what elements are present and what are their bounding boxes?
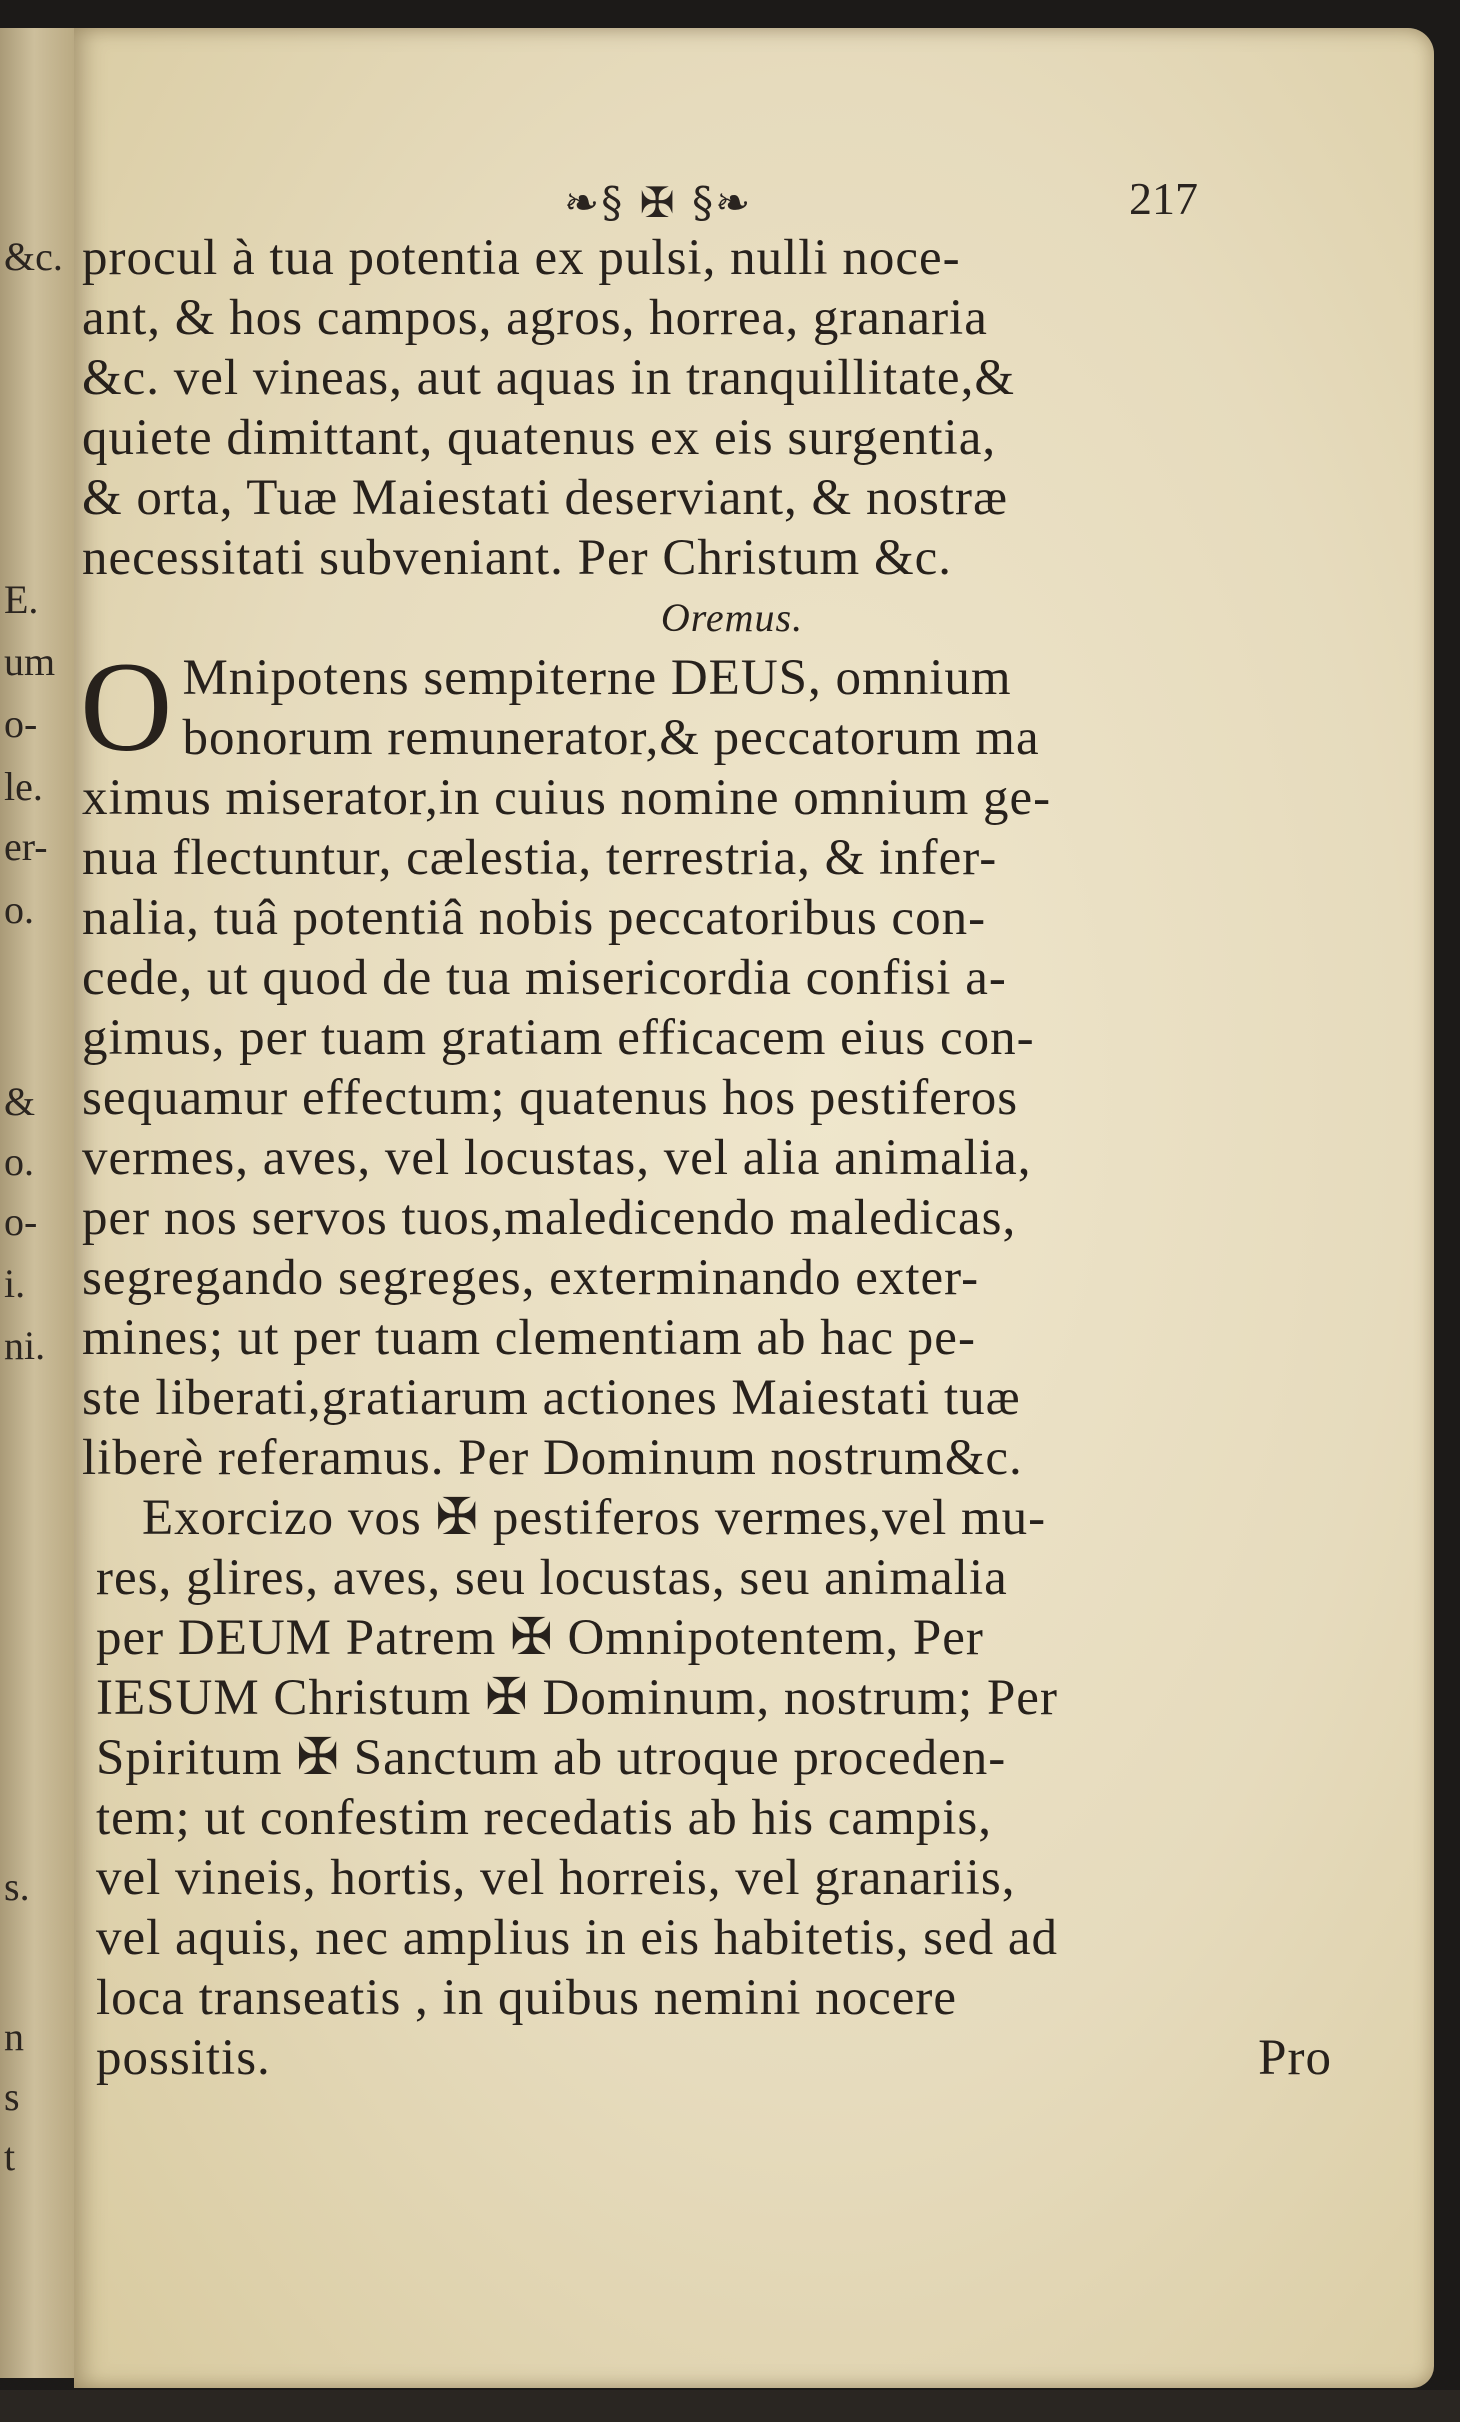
catchword: Pro bbox=[1258, 2030, 1332, 2086]
text-line: segregando segreges, exterminando exter- bbox=[82, 1250, 980, 1306]
text-line: possitis. bbox=[96, 2030, 271, 2086]
page-number: 217 bbox=[1129, 173, 1198, 224]
text-line: res, glires, aves, seu locustas, seu animalia bbox=[96, 1550, 1008, 1606]
margin-fragment: ni. bbox=[4, 1323, 46, 1368]
text-line: loca transeatis , in quibus nemini nocere bbox=[96, 1970, 958, 2026]
text-line: procul à tua potentia ex pulsi, nulli noce- bbox=[82, 230, 961, 286]
dropcap-paragraph-start bbox=[80, 636, 1342, 778]
margin-fragment: o- bbox=[4, 1199, 38, 1244]
text-line: bonorum remunerator,& peccatorum ma bbox=[182, 710, 1040, 766]
text-line: & orta, Tuæ Maiestati deserviant, & nostræ bbox=[82, 470, 1008, 526]
text-line: tem; ut confestim recedatis ab his campis, bbox=[96, 1790, 993, 1846]
margin-fragment: er- bbox=[4, 824, 48, 869]
text-line: IESUM Christum ✠ Dominum, nostrum; Per bbox=[96, 1670, 1058, 1726]
text-line: per nos servos tuos,maledicendo maledicas, bbox=[82, 1190, 1017, 1246]
text-line: necessitati subveniant. Per Christum &c. bbox=[82, 530, 953, 586]
page-text bbox=[82, 228, 1342, 2088]
margin-fragment: n bbox=[4, 2014, 24, 2059]
margin-fragment: E. bbox=[4, 577, 39, 622]
text-line: ant, & hos campos, agros, horrea, granaria bbox=[82, 290, 988, 346]
text-line: Mnipotens sempiterne DEUS, omnium bbox=[182, 650, 1012, 706]
text-line: per DEUM Patrem ✠ Omnipotentem, Per bbox=[96, 1610, 984, 1666]
text-line: Exorcizo vos ✠ pestiferos vermes,vel mu- bbox=[142, 1490, 1047, 1546]
drop-cap: O bbox=[80, 636, 173, 778]
text-line: vermes, aves, vel locustas, vel alia animalia, bbox=[82, 1130, 1032, 1186]
scan-background-edge bbox=[0, 2390, 1460, 2422]
book-page bbox=[74, 28, 1434, 2388]
margin-fragment: le. bbox=[4, 764, 43, 809]
text-line: ste liberati,gratiarum actiones Maiestati tuæ bbox=[82, 1370, 1021, 1426]
text-line: mines; ut per tuam clementiam ab hac pe- bbox=[82, 1310, 976, 1366]
text-line: sequamur effectum; quatenus hos pestiferos bbox=[82, 1070, 1019, 1126]
prayer-heading: Oremus. bbox=[660, 595, 804, 640]
text-line: nua flectuntur, cælestia, terrestria, & infer- bbox=[82, 830, 998, 886]
text-line: vel aquis, nec amplius in eis habitetis, sed ad bbox=[96, 1910, 1058, 1966]
text-line: ximus miserator,in cuius nomine omnium ge- bbox=[82, 770, 1052, 826]
text-line: nalia, tuâ potentiâ nobis peccatoribus con- bbox=[82, 890, 987, 946]
margin-fragment: o. bbox=[4, 1139, 34, 1184]
text-line: quiete dimittant, quatenus ex eis surgentia, bbox=[82, 410, 997, 466]
margin-fragment: s. bbox=[4, 1864, 30, 1909]
margin-fragment: i. bbox=[4, 1261, 26, 1306]
margin-fragment: &c. bbox=[4, 234, 63, 279]
margin-fragment: um bbox=[4, 639, 56, 684]
margin-fragment: s bbox=[4, 2074, 20, 2119]
text-line: &c. vel vineas, aut aquas in tranquillitate,& bbox=[82, 350, 1015, 406]
margin-fragment: t bbox=[4, 2134, 16, 2179]
text-line: liberè referamus. Per Dominum nostrum&c. bbox=[82, 1430, 1023, 1486]
text-line: gimus, per tuam gratiam efficacem eius con- bbox=[82, 1010, 1035, 1066]
text-line: Spiritum ✠ Sanctum ab utroque proceden- bbox=[96, 1730, 1007, 1786]
header-ornament: ❧§ ✠ §❧ bbox=[564, 178, 753, 227]
margin-fragment: o. bbox=[4, 887, 34, 932]
text-line: cede, ut quod de tua misericordia confisi a- bbox=[82, 950, 1007, 1006]
text-line: vel vineis, hortis, vel horreis, vel granariis, bbox=[96, 1850, 1016, 1906]
margin-fragment: & bbox=[4, 1079, 36, 1124]
previous-page-edge bbox=[0, 28, 78, 2378]
margin-fragment: o- bbox=[4, 701, 38, 746]
